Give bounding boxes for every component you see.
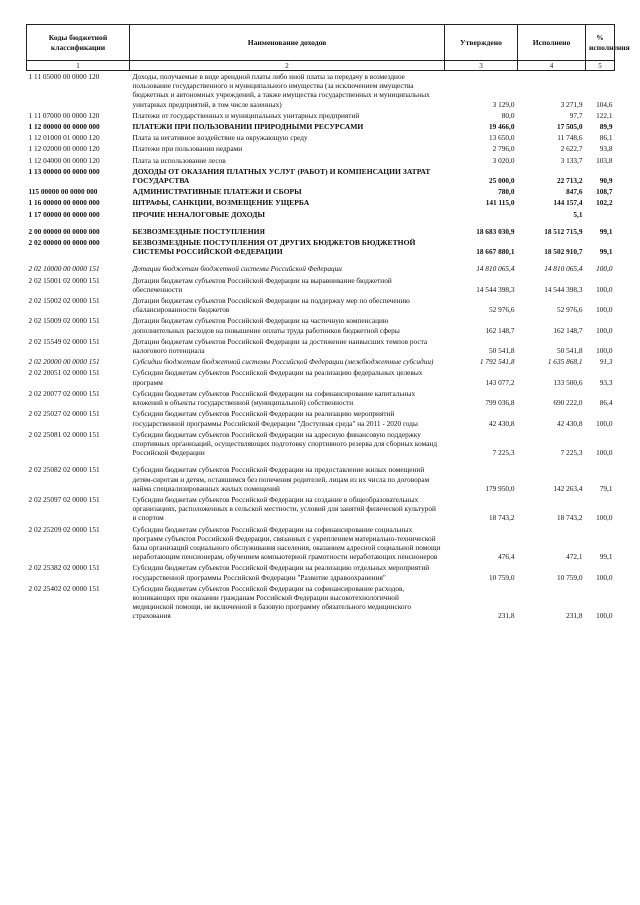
row-approved: 1 792 541,8 (479, 357, 515, 367)
row-code: 1 12 02000 00 0000 120 (28, 144, 100, 154)
table-row (27, 583, 615, 622)
header-num-5: 5 (586, 61, 615, 71)
header-num-3: 3 (445, 61, 518, 71)
row-name: Доходы, получаемые в виде арендной платы либо иной платы за передачу в возмездное пользование государственного и муниципального имущества (за исключением имущества бюджетных и автономных учреждений, а также имущества государственных и муниципальных унитарных предприятий, в том числе казенных) (132, 72, 430, 109)
row-name: Субсидии бюджетам субъектов Российской Федерации на софинансирование социальных программ субъектов Российской Федерации, связанных с укреплением материально-технической базы организаций социального обслуживания населения, оказанием адресной социальной помощи неработающим пенсионерам, обучением компьютерной грамотности неработающих пенсионеров (132, 524, 441, 562)
row-percent: 100,0 (596, 513, 613, 523)
row-executed: 50 541,8 (556, 346, 583, 356)
row-approved: 141 115,0 (485, 198, 515, 208)
row-executed: 42 430,8 (556, 418, 583, 428)
row-code: 1 12 00000 00 0000 000 (28, 122, 100, 132)
row-code: 2 02 25382 02 0000 151 (28, 563, 100, 573)
row-executed: 52 976,6 (556, 305, 583, 315)
row-executed: 18 512 715,9 (544, 226, 583, 236)
row-executed: 144 157,4 (553, 198, 583, 208)
row-executed: 162 148,7 (553, 325, 583, 335)
row-name: Дотации бюджетам субъектов Российской Федерации на частичную компенсацию дополнительных расходов на повышение оплаты труда работников бюджетной сферы (132, 316, 400, 335)
row-name: Субсидии бюджетам субъектов Российской Федерации на адресную финансовую поддержку спортивных организаций, осуществляющих подготовку спортивного резерва для сборных команд Российской Федерации (132, 429, 438, 458)
header-num-4: 4 (518, 61, 586, 71)
row-percent: 86,1 (599, 133, 613, 143)
row-percent: 102,2 (596, 198, 613, 208)
row-executed: 7 225,3 (560, 448, 583, 458)
table-row (27, 132, 615, 143)
row-percent: 99,1 (599, 226, 613, 236)
row-percent: 86,4 (599, 398, 613, 408)
table-row (27, 220, 615, 237)
row-code: 2 02 20077 02 0000 151 (28, 388, 100, 398)
row-percent: 104,6 (596, 99, 613, 109)
header-num-2: 2 (130, 61, 445, 71)
row-approved (445, 209, 518, 220)
table-row (27, 257, 615, 274)
row-code: 2 02 15549 02 0000 151 (28, 336, 100, 346)
row-executed: 2 622,7 (560, 144, 583, 154)
row-code: 2 02 15002 02 0000 151 (28, 296, 100, 306)
row-code: 1 13 00000 00 0000 000 (28, 166, 100, 176)
row-percent: 100,0 (596, 346, 613, 356)
row-code: 2 02 00000 00 0000 000 (28, 238, 100, 248)
row-executed: 231,8 (566, 611, 583, 621)
revenue-table (26, 24, 630, 622)
row-executed: 22 713,2 (556, 176, 583, 186)
row-name: АДМИНИСТРАТИВНЫЕ ПЛАТЕЖИ И СБОРЫ (132, 187, 302, 197)
row-code: 2 02 20051 02 0000 151 (28, 368, 100, 378)
row-approved: 18 743,2 (488, 513, 515, 523)
row-name: ДОХОДЫ ОТ ОКАЗАНИЯ ПЛАТНЫХ УСЛУГ (РАБОТ) И КОМПЕНСАЦИИ ЗАТРАТ ГОСУДАРСТВА (132, 166, 431, 186)
row-percent: 100,0 (596, 611, 613, 621)
row-name: ПЛАТЕЖИ ПРИ ПОЛЬЗОВАНИИ ПРИРОДНЫМИ РЕСУРСАМИ (132, 122, 364, 132)
row-executed: 142 263,4 (553, 483, 583, 493)
table-row (27, 494, 615, 524)
row-executed: 133 500,6 (553, 377, 583, 387)
row-code: 1 11 05000 00 0000 120 (28, 72, 100, 81)
table-row (27, 237, 615, 257)
row-percent: 100,0 (596, 418, 613, 428)
row-percent: 100,0 (596, 572, 613, 582)
table-row (27, 197, 615, 208)
row-percent: 93,3 (599, 377, 613, 387)
row-approved: 179 950,0 (485, 483, 515, 493)
row-percent: 99,1 (599, 247, 613, 257)
row-executed: 10 759,0 (556, 572, 583, 582)
header-name: Наименование доходов (130, 25, 445, 61)
row-name: Дотации бюджетам субъектов Российской Федерации на поддержку мер по обеспечению сбалансированности бюджетов (132, 296, 410, 315)
row-percent: 90,9 (599, 176, 613, 186)
table-row (27, 408, 615, 428)
row-name: Субсидии бюджетам субъектов Российской Федерации на предоставление жилых помещений детям-сиротам и детям, оставшимся без попечения родителей, лицам из их числа по договорам найма специализированных жилых помещений (132, 465, 430, 493)
row-code: 1 11 07000 00 0000 120 (28, 110, 100, 120)
row-code: 1 17 00000 00 0000 000 (28, 209, 100, 219)
row-name: ПРОЧИЕ НЕНАЛОГОВЫЕ ДОХОДЫ (132, 209, 265, 219)
row-code: 1 12 01000 01 0000 120 (28, 133, 100, 143)
row-approved: 231,8 (498, 611, 515, 621)
row-name: Субсидии бюджетам субъектов Российской Федерации на реализацию мероприятий государственной программы Российской Федерации "Доступная среда" на 2011 - 2020 годы (132, 409, 418, 428)
row-executed: 690 222,0 (553, 398, 583, 408)
table-row (27, 356, 615, 367)
table-row (27, 562, 615, 582)
row-executed: 5,1 (573, 209, 583, 219)
row-percent (586, 209, 615, 220)
row-approved: 13 650,0 (488, 133, 515, 143)
row-code: 1 16 00000 00 0000 000 (28, 198, 100, 208)
table-row (27, 186, 615, 197)
row-name: Плата за использование лесов (132, 155, 226, 165)
document-page (26, 24, 630, 622)
row-percent: 122,1 (596, 110, 613, 120)
row-code: 2 02 25209 02 0000 151 (28, 524, 100, 534)
row-executed: 18 743,2 (556, 513, 583, 523)
row-name: Субсидии бюджетам бюджетной системы Российской Федерации (межбюджетные субсидии) (132, 357, 434, 367)
row-executed: 17 505,0 (556, 122, 583, 132)
table-row (27, 429, 615, 459)
row-approved: 18 667 880,1 (476, 247, 515, 257)
table-row (27, 143, 615, 154)
row-name: Платежи от государственных и муниципальных унитарных предприятий (132, 110, 360, 120)
table-row (27, 458, 615, 494)
row-code: 2 00 00000 00 0000 000 (28, 226, 100, 236)
row-executed: 472,1 (566, 552, 583, 562)
row-code: 2 02 25082 02 0000 151 (28, 465, 100, 475)
row-percent: 91,3 (599, 357, 613, 367)
row-name: ШТРАФЫ, САНКЦИИ, ВОЗМЕЩЕНИЕ УЩЕРБА (132, 198, 310, 208)
row-name: Дотации бюджетам бюджетной системы Российской Федерации (132, 264, 342, 274)
row-approved: 3 020,0 (492, 155, 515, 165)
row-percent: 79,1 (599, 483, 613, 493)
row-name: Субсидии бюджетам субъектов Российской Федерации на реализацию федеральных целевых программ (132, 368, 423, 387)
row-name: Плата за негативное воздействие на окружающую среду (132, 133, 308, 143)
row-approved: 2 796,0 (492, 144, 515, 154)
table-row (27, 121, 615, 132)
table-row (27, 110, 615, 121)
row-approved: 3 129,0 (492, 99, 515, 109)
row-percent: 108,7 (596, 187, 613, 197)
row-approved: 18 683 030,9 (476, 226, 515, 236)
table-row (27, 166, 615, 186)
header-approved: Утверждено (445, 25, 518, 61)
row-executed: 18 502 910,7 (544, 247, 583, 257)
row-approved: 80,0 (501, 110, 515, 120)
row-executed: 3 133,7 (560, 155, 583, 165)
row-approved: 52 976,6 (488, 305, 515, 315)
table-row (27, 367, 615, 387)
row-code: 2 02 25402 02 0000 151 (28, 583, 100, 593)
row-approved: 50 541,8 (488, 346, 515, 356)
row-percent: 99,1 (599, 552, 613, 562)
table-row (27, 388, 615, 408)
row-percent: 100,0 (596, 264, 613, 274)
row-code: 115 00000 00 0000 000 (28, 187, 98, 197)
row-name: Субсидии бюджетам субъектов Российской Федерации на создание в общеобразовательных организациях, расположенных в сельской местности, условий для занятий физической культурой и спортом (132, 494, 436, 523)
row-approved: 476,4 (498, 552, 515, 562)
row-code: 2 02 20000 00 0000 151 (28, 357, 100, 367)
row-executed: 1 635 868,1 (547, 357, 583, 367)
header-percent: % исполнения (586, 25, 615, 61)
header-codes: Коды бюджетной классификации (27, 25, 130, 61)
row-percent: 100,0 (596, 305, 613, 315)
row-executed: 14 810 065,4 (544, 264, 583, 274)
row-percent: 100,0 (596, 325, 613, 335)
row-name: БЕЗВОЗМЕЗДНЫЕ ПОСТУПЛЕНИЯ (132, 226, 266, 236)
row-approved: 42 430,8 (488, 418, 515, 428)
row-approved: 10 759,0 (488, 572, 515, 582)
table-row (27, 71, 615, 110)
table-row (27, 315, 615, 335)
row-approved: 7 225,3 (492, 448, 515, 458)
row-percent: 100,0 (596, 448, 613, 458)
row-percent: 89,9 (599, 122, 613, 132)
row-code: 1 12 04000 00 0000 120 (28, 155, 100, 165)
row-code: 2 02 25081 02 0000 151 (28, 429, 100, 439)
table-header (27, 25, 630, 71)
row-executed: 11 748,6 (557, 133, 583, 143)
row-name: БЕЗВОЗМЕЗДНЫЕ ПОСТУПЛЕНИЯ ОТ ДРУГИХ БЮДЖЕТОВ БЮДЖЕТНОЙ СИСТЕМЫ РОССИЙСКОЙ ФЕДЕРАЦИИ (132, 238, 416, 257)
row-percent: 103,8 (596, 155, 613, 165)
header-num-1: 1 (27, 61, 130, 71)
table-row (27, 295, 615, 315)
row-approved: 799 036,8 (485, 398, 515, 408)
row-executed: 14 544 398,3 (544, 284, 583, 294)
row-executed: 97,7 (569, 110, 583, 120)
row-approved: 25 000,0 (488, 176, 515, 186)
row-approved: 14 544 398,3 (476, 284, 515, 294)
row-name: Дотации бюджетам субъектов Российской Федерации за достижение наивысших темпов роста налогового потенциала (132, 336, 428, 356)
row-percent: 93,8 (599, 144, 613, 154)
row-code: 2 02 25097 02 0000 151 (28, 494, 100, 504)
row-name: Платежи при пользовании недрами (132, 144, 243, 154)
table-row (27, 209, 615, 220)
table-row (27, 336, 615, 356)
row-name: Субсидии бюджетам субъектов Российской Федерации на софинансирование расходов, возникающих при оказании гражданам Российской Федерации высокотехнологичной медицинской помощи, не включенной в базовую программу обязательного медицинского страхования (132, 583, 412, 621)
row-approved: 780,0 (498, 187, 515, 197)
row-code: 2 02 10000 00 0000 151 (28, 264, 100, 274)
row-executed: 3 271,9 (560, 99, 583, 109)
row-code: 2 02 25027 02 0000 151 (28, 409, 100, 419)
row-name: Субсидии бюджетам субъектов Российской Федерации на реализацию отдельных мероприятий государственной программы Российской Федерации "Развитие здравоохранения" (132, 563, 430, 582)
row-approved: 14 810 065,4 (476, 264, 515, 274)
row-code: 2 02 15001 02 0000 151 (28, 275, 100, 285)
table-body (27, 71, 615, 622)
header-executed: Исполнено (518, 25, 586, 61)
row-approved: 143 077,2 (485, 377, 515, 387)
table-row (27, 275, 615, 295)
row-approved: 162 148,7 (485, 325, 515, 335)
table-row (27, 524, 615, 563)
row-percent: 100,0 (596, 284, 613, 294)
row-name: Субсидии бюджетам субъектов Российской Федерации на софинансирование капитальных вложений в объекты государственной (муниципальной) собственности (132, 388, 416, 408)
row-approved: 19 466,0 (488, 122, 515, 132)
row-code: 2 02 15009 02 0000 151 (28, 316, 100, 326)
table-row (27, 155, 615, 166)
row-executed: 847,6 (566, 187, 583, 197)
row-name: Дотации бюджетам субъектов Российской Федерации на выравнивание бюджетной обеспеченности (132, 275, 392, 294)
